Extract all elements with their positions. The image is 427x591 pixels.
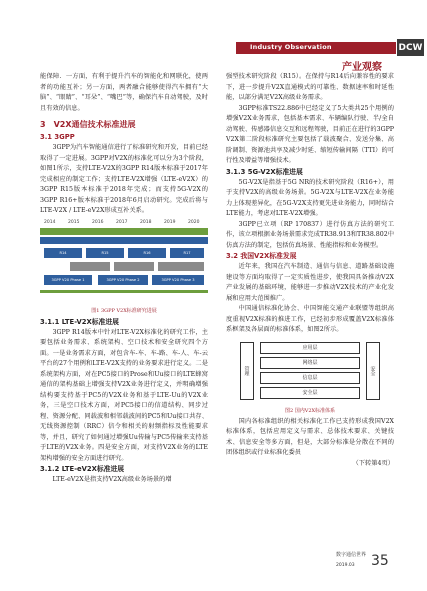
paragraph: 3GPP R14版本中针对LTE-V2X标准化的研究工作，主要包括业务需求、系统架构、空口技术和安全研究四个方面。一是业务需求方面，对包含车-车、车-路、车-人、车-云平台的27个用例和LTE-V2X支持的业务要求进行定义。二是系统架构方面，对在PC5接口的Prose和Uu接口的LTE蜂窝通信的架构基础上增强支持V2X业务进行定义，并明确增强结构要支持基于PC5的V2X业务和基于LTE-Uu的V2X业务，三是空口技术方面，对PC5接口的信道结构、同步过程、资源分配、同载波和相邻载波间的PC5和Uu接口共存、无线资源控制（RRC）信令和相关的射频指标及性能要求等，并且，研究了如何通过增强Uu传输与PC5传输来支持基于LTE的V2X业务。四是安全方面，对支持V2X业务的LTE架构增强的安全方面进行研究。 (40, 328, 208, 462)
layer-block: 安全层 (260, 387, 360, 399)
paragraph: 近年来，我国在汽车制造、通信与信息、道路基础设施建设等方面均取得了一定实质性进步，使我国具备推动V2X产业发展的基础环境，能够进一步推动V2X技术的产业化发展和应用大范围推广。 (226, 263, 394, 302)
paragraph: 5G-V2X是指基于5G NR的技术研究阶段（R16+），用于支持V2X的高级业务场景。5G-V2X与LTE-V2X在业务能力上体现差异化，在5G-V2X支持更先进业务能力，同时结合LTE能力，考虑对LTE-V2X增强。 (226, 178, 394, 217)
figure-1-timeline (40, 220, 208, 306)
phase-box: 3GPP V2X Phase 1 (44, 275, 92, 285)
study-box (70, 262, 110, 271)
subsection-heading: 3.1.3 5G-V2X标准进展 (226, 167, 303, 176)
page-number: 35 (371, 553, 389, 569)
figure-1-caption: 图1 3GPP V2X标准研究进展 (91, 307, 157, 314)
timeline-year: 2014 (44, 219, 56, 225)
figure-2-caption: 图2 国内V2X标准体系 (284, 407, 336, 414)
study-box (158, 262, 204, 271)
phase-box: 3GPP V2X Phase 2 (98, 275, 148, 285)
footer-magazine-name: 数字通信世界 (336, 552, 367, 558)
timeline-baseline (40, 290, 208, 293)
footer-issue: 2019.03 (336, 563, 355, 568)
paragraph: LTE-eV2X是指支持V2X高级业务场景的增 (52, 476, 172, 483)
timeline-year: 2017 (116, 219, 128, 225)
paragraph: 3GPP为汽车智能通信进行了标准研究和开发，目前已经取得了一定进展。3GPP对V2X的标准化可以分为3个阶段，如图1所示，支持LTE-V2X的3GPP R14版本标准于2017年完成相应的制定工作；支持LTE-V2X增强（LTE-eV2X）的3GPP R15版本标准于2018年完成；而支持5G-V2X的3GPP R16+版本标准于2018年6月启动研究。完成后将与LTE-V2X / LTE-eV2X形成互补关系。 (40, 144, 208, 214)
paragraph: 3GPP标准TS22.886中已经定义了5大类共25个用例的增强V2X业务需求，包括基本需求、车辆编队行驶、半/全自动驾驶、传感器信息交互和远程驾驶，目前正在进行的3GPP V2X第二阶段标准研究主要包括了载波聚合、发送分集、高阶调制、资源池共享及减少时延、缩短传输间隔（TTI）的可行性及增益等增强技术。 (226, 104, 394, 164)
section-heading: 3 V2X通信技术标准进展 (40, 120, 136, 129)
subsection-heading: 3.1.1 LTE-V2X标准进展 (40, 317, 119, 326)
subsection-heading: 3.1.2 LTE-eV2X标准进展 (40, 465, 125, 473)
study-box (114, 262, 154, 271)
paragraph: 强型技术研究阶段（R15）。在保持与R14后向兼容性的要求下，进一步提升V2X直通模式的可靠性、数据速率和时延性能，以部分满足V2X高级业务需求。 (226, 73, 394, 101)
timeline-year: 2016 (92, 219, 104, 225)
left-column (40, 72, 208, 486)
section-title-cn: 产业观察 (342, 62, 382, 73)
layer-block: 应用层 (260, 342, 360, 354)
timeline-band (40, 228, 208, 235)
layer-block: 信息层 (260, 372, 360, 384)
figure-2-diagram (226, 338, 394, 406)
paragraph: 中国通信标准化协会、中国智能交通产业联盟等组织高度重视V2X标准的推进工作，已经初步形成覆盖V2X标准体系框架及各层面的标准体系，如图2所示。 (226, 305, 394, 333)
paragraph: 3GPP已立项（RP 170837）进行仿真方法的研究工作，该立项根据业务场景需求完成TR38.913和TR38.802中仿真方法的制定，包括仿真场景、性能指标和业务模型。 (226, 220, 394, 249)
release-box: R14 (44, 248, 82, 258)
side-block-management: 管理 (240, 342, 254, 400)
paragraph: 能保障．一方面，有利于提升汽车的智能化和网联化，使两者的功能互补；另一方面，两者融合能够使得汽车拥有“大脑”、“眼睛”、“耳朵”、“嘴巴”等，确保汽车自动驾驶，及时且有效的信息。 (40, 73, 208, 112)
paragraph: 国内各标准组织的相关标准化工作已支持形成我国V2X标准体系，包括应用定义与需求、总体技术要求、关键技术、信息安全等多方面，但是，大部分标准是分散在不同的团体组织或行业标准化委员 (226, 417, 394, 456)
release-box: R17 (170, 248, 204, 258)
timeline-year: 2018 (140, 219, 152, 225)
timeline-band (40, 237, 208, 244)
release-box: R15 (86, 248, 124, 258)
layer-block: 网络层 (260, 357, 360, 369)
timeline-year: 2015 (68, 219, 80, 225)
phase-box: 3GPP V2X Phase 3 (152, 275, 204, 285)
timeline-year: 2019 (164, 219, 176, 225)
timeline-year: 2020 (188, 219, 200, 225)
magazine-logo: DCW (397, 39, 424, 56)
subsection-heading: 3.2 我国V2X标准发展 (226, 252, 297, 260)
continued-note: （下转第4页） (352, 459, 394, 467)
right-column (226, 72, 394, 469)
subsection-heading: 3.1 3GPP (40, 133, 75, 141)
section-title-en: Industry Observation (250, 43, 332, 51)
release-box: R16 (128, 248, 166, 258)
side-block-security: 安全 (366, 342, 380, 400)
